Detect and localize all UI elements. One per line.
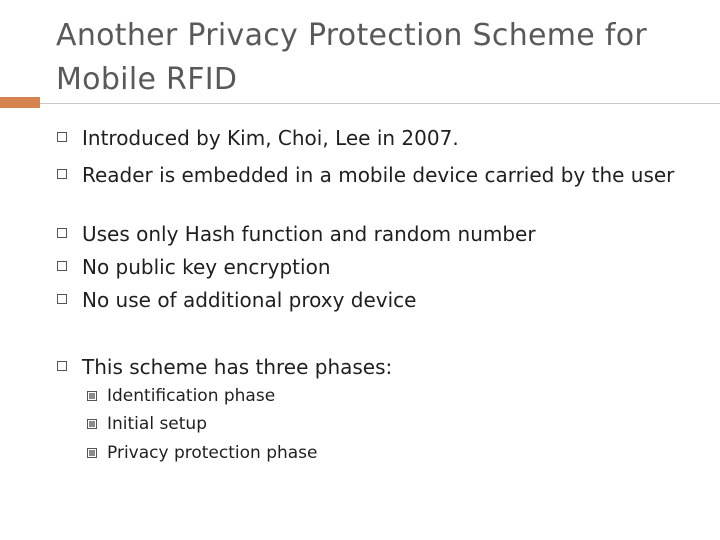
square-bullet-icon bbox=[57, 361, 67, 371]
square-bullet-icon bbox=[57, 132, 67, 142]
square-bullet-icon bbox=[57, 261, 67, 271]
sub-bullet-text: Identification phase bbox=[107, 386, 276, 406]
slide-title: Another Privacy Protection Scheme for Mobile RFID bbox=[56, 18, 648, 97]
bullet-text: Uses only Hash function and random number bbox=[82, 222, 536, 246]
bullet-text: No public key encryption bbox=[82, 255, 331, 279]
filled-square-bullet-icon bbox=[87, 391, 97, 401]
sub-bullet-text: Initial setup bbox=[107, 414, 207, 434]
filled-square-bullet-icon bbox=[87, 419, 97, 429]
square-bullet-icon bbox=[57, 169, 67, 179]
bullet-text: No use of additional proxy device bbox=[82, 288, 417, 312]
bullet-text: Reader is embedded in a mobile device carried by the user bbox=[82, 163, 675, 187]
square-bullet-icon bbox=[57, 294, 67, 304]
sub-bullet-text: Privacy protection phase bbox=[107, 443, 318, 463]
bullet-text: This scheme has three phases: bbox=[82, 355, 393, 379]
filled-square-bullet-icon bbox=[87, 448, 97, 458]
bullet-text: Introduced by Kim, Choi, Lee in 2007. bbox=[82, 126, 459, 150]
square-bullet-icon bbox=[57, 228, 67, 238]
